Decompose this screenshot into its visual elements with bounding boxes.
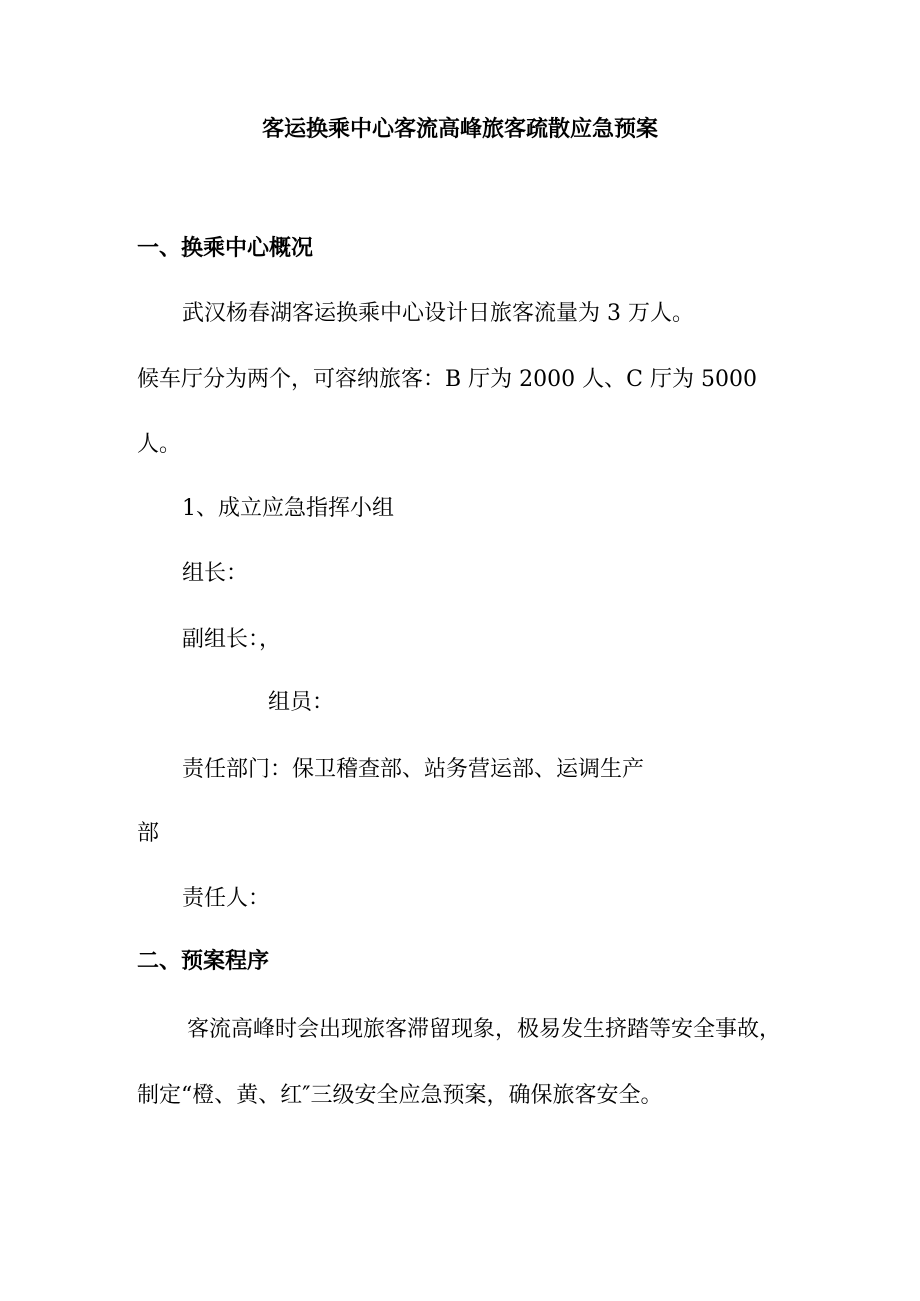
group-leader-label: 组长： (182, 561, 249, 586)
deputy-leader-label: 副组长：， (182, 627, 282, 652)
section-heading-overview: 一、换乘中心概况 (137, 236, 314, 261)
responsible-person-label: 责任人： (182, 886, 271, 911)
document-title: 客运换乘中心客流高峰旅客疏散应急预案 (261, 117, 658, 142)
departments-line-1: 责任部门：保卫稽查部、站务营运部、运调生产 (182, 757, 645, 782)
section-heading-procedure: 二、预案程序 (137, 949, 270, 974)
procedure-paragraph-line-2: 制定“橙、黄、红″三级安全应急预案，确保旅客安全。 (137, 1083, 663, 1108)
overview-paragraph-line-1: 武汉杨春湖客运换乘中心设计日旅客流量为 3 万人。 (182, 301, 694, 326)
departments-line-2: 部 (137, 821, 160, 846)
overview-paragraph-line-3: 人。 (137, 432, 182, 457)
overview-paragraph-line-2: 候车厅分为两个，可容纳旅客：B 厅为 2000 人、C 厅为 5000 (137, 367, 757, 392)
list-item-command-group: 1、成立应急指挥小组 (182, 496, 394, 521)
group-members-label: 组员： (268, 690, 335, 715)
procedure-paragraph-line-1: 客流高峰时会出现旅客滞留现象，极易发生挤踏等安全事故， (187, 1017, 782, 1042)
